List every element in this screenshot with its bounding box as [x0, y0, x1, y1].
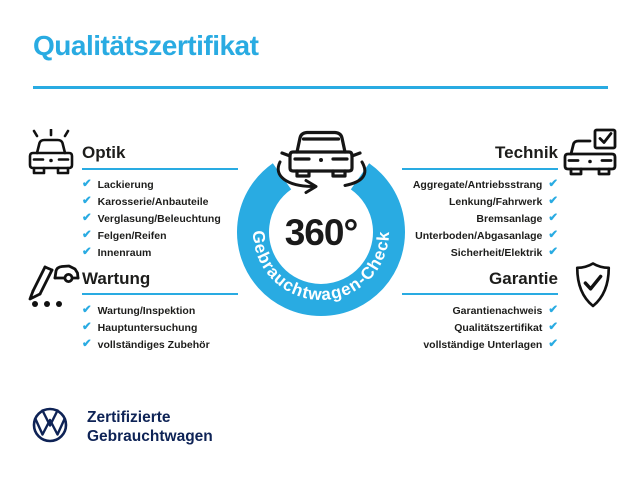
wartung-checklist	[82, 302, 210, 353]
checklist-item	[413, 176, 558, 193]
header-rule	[33, 86, 608, 89]
check-icon: ✔	[548, 245, 558, 258]
car-checkbox-icon	[563, 128, 619, 182]
checklist-item-label: Wartung/Inspektion	[97, 304, 196, 317]
check-icon: ✔	[82, 303, 92, 316]
check-icon: ✔	[548, 303, 558, 316]
section-underline-technik	[402, 168, 558, 170]
checklist-item-label: Felgen/Reifen	[97, 229, 167, 242]
check-icon: ✔	[548, 320, 558, 333]
checklist-item-label: vollständiges Zubehör	[97, 338, 210, 351]
checklist-item	[82, 210, 221, 227]
check-icon: ✔	[82, 211, 92, 224]
car-rotation-icon	[278, 133, 365, 193]
checklist-item-label: Sicherheit/Elektrik	[450, 246, 543, 259]
section-underline-wartung	[82, 293, 238, 295]
check-icon: ✔	[82, 194, 92, 207]
brand-text	[87, 408, 213, 446]
check-icon: ✔	[548, 211, 558, 224]
section-title-technik: Technik	[495, 143, 558, 162]
checklist-item-label: Bremsanlage	[476, 212, 543, 225]
checklist-item-label: Innenraum	[97, 246, 152, 259]
shield-check-icon	[572, 260, 614, 310]
degree-label: 360°	[284, 212, 358, 253]
checklist-item-label: Karosserie/Anbauteile	[97, 195, 209, 208]
section-underline-garantie	[402, 293, 558, 295]
check-icon: ✔	[82, 337, 92, 350]
section-underline-optik	[82, 168, 238, 170]
check-icon: ✔	[548, 337, 558, 350]
checklist-item	[82, 319, 210, 336]
checklist-item	[82, 193, 221, 210]
check-icon: ✔	[548, 194, 558, 207]
checklist-item	[82, 302, 210, 319]
checklist-item-label: Verglasung/Beleuchtung	[97, 212, 221, 225]
checklist-item-label: Aggregate/Antriebsstrang	[412, 178, 543, 191]
section-title-garantie: Garantie	[489, 269, 558, 288]
ring-curved-label: Gebrauchtwagen-Check	[248, 229, 394, 305]
checklist-item-label: vollständige Unterlagen	[423, 338, 543, 351]
checklist-item	[476, 210, 558, 227]
brand-line1: Zertifizierte	[87, 409, 171, 426]
checklist-item	[451, 244, 558, 261]
checklist-item	[82, 227, 221, 244]
checklist-item-label: Lackierung	[97, 178, 154, 191]
check-icon: ✔	[82, 228, 92, 241]
checklist-item-label: Garantienachweis	[452, 304, 543, 317]
gebrauchtwagen-check-ring	[227, 118, 417, 318]
checklist-item-label: Qualitätszertifikat	[454, 321, 543, 334]
check-icon: ✔	[548, 228, 558, 241]
checklist-item	[82, 176, 221, 193]
checklist-item-label: Unterboden/Abgasanlage	[415, 229, 543, 242]
vw-logo	[32, 407, 68, 443]
checklist-item-label: Hauptuntersuchung	[97, 321, 198, 334]
check-icon: ✔	[82, 245, 92, 258]
checklist-item	[449, 193, 558, 210]
check-icon: ✔	[82, 320, 92, 333]
page-title: Qualitätszertifikat	[33, 30, 259, 61]
checklist-item	[82, 336, 210, 353]
checklist-item	[415, 227, 558, 244]
pencil-car-icon	[24, 257, 80, 311]
section-title-wartung: Wartung	[82, 269, 151, 288]
check-icon: ✔	[548, 177, 558, 190]
car-headlights-icon	[24, 129, 78, 178]
brand-line2: Gebrauchtwagen	[87, 428, 213, 445]
section-title-optik: Optik	[82, 143, 126, 162]
checklist-item-label: Lenkung/Fahrwerk	[449, 195, 543, 208]
checklist-item	[454, 319, 558, 336]
optik-checklist	[82, 176, 221, 261]
checklist-item	[82, 244, 221, 261]
checklist-item	[452, 302, 558, 319]
checklist-item	[423, 336, 558, 353]
check-icon: ✔	[82, 177, 92, 190]
